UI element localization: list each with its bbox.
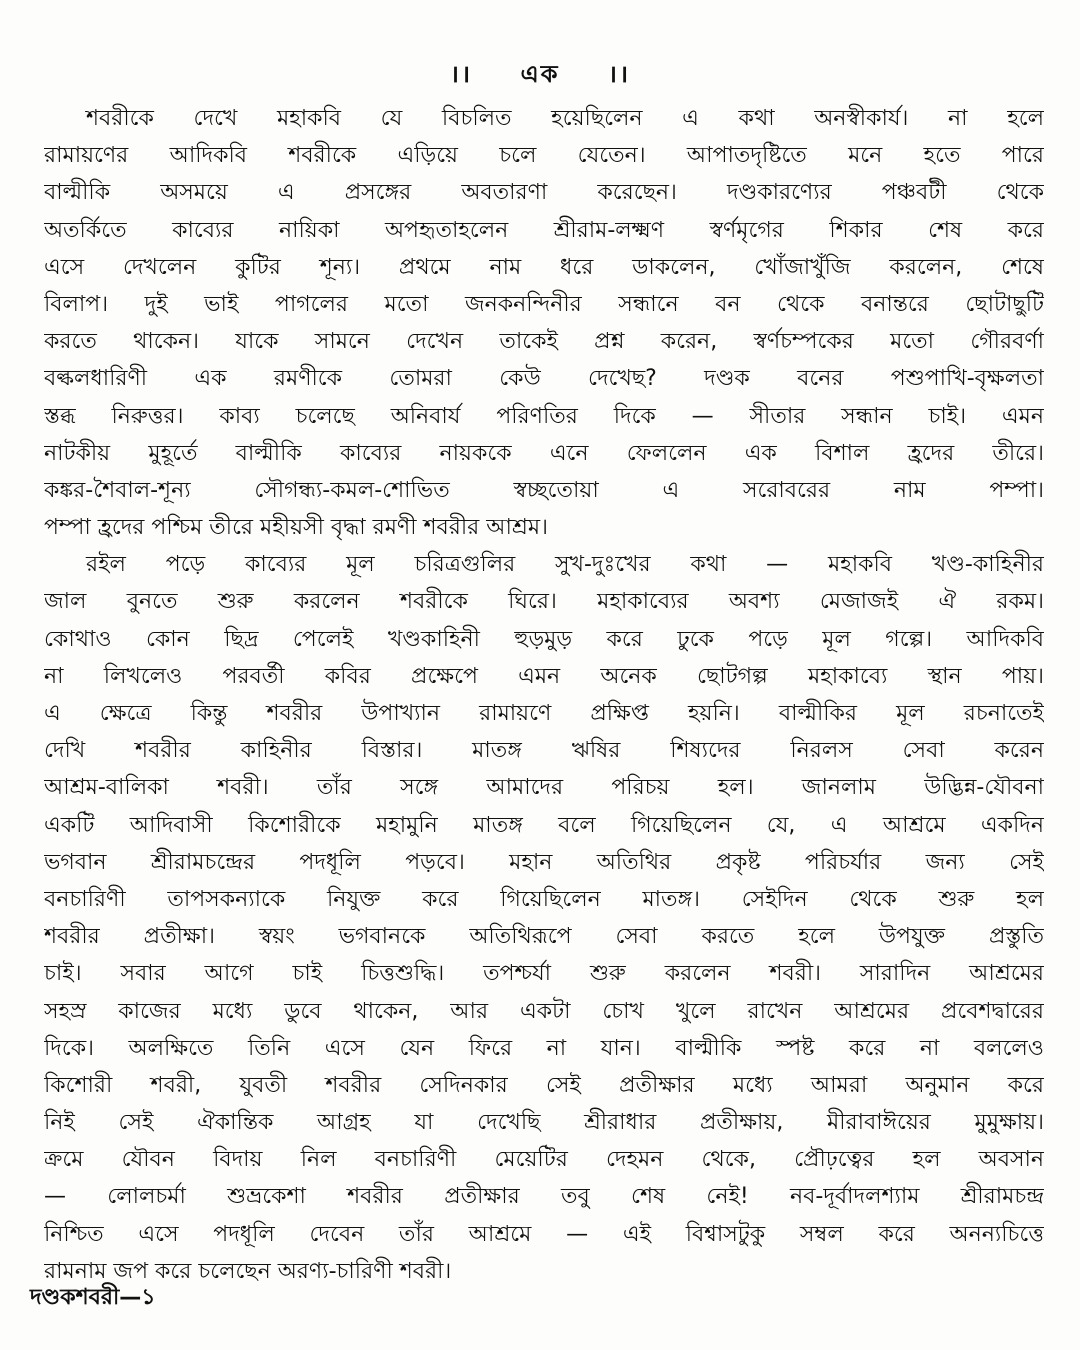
text-line: — লোলচর্মা শুভ্রকেশা শবরীর প্রতীক্ষার তবু শেষ নেই! নব-দূর্বাদলশ্যাম শ্রীরামচন্দ্র: [44, 1184, 1044, 1210]
text-line: চাই। সবার আগে চাই চিত্তশুদ্ধি। তপশ্চর্যা শুরু করলেন শবরী। সারাদিন আশ্রমের: [44, 961, 1044, 987]
chapter-heading-left-mark: ।।: [449, 60, 473, 88]
text-line: না লিখলেও পরবর্তী কবির প্রক্ষেপে এমন অনেক ছোটগল্প মহাকাব্যে স্থান পায়।: [44, 663, 1044, 689]
text-line: করতে থাকেন। যাকে সামনে দেখেন তাকেই প্রশ্ন করেন, স্বর্ণচম্পকের মতো গৌরবর্ণা: [44, 329, 1044, 355]
text-line: রামনাম জপ করে চলেছেন অরণ্য-চারিণী শবরী।: [44, 1258, 452, 1284]
text-line: ভগবান শ্রীরামচন্দ্রের পদধূলি পড়বে। মহান অতিথির প্রকৃষ্ট পরিচর্যার জন্য সেই: [44, 849, 1044, 875]
text-line: নিশ্চিত এসে পদধূলি দেবেন তাঁর আশ্রমে — এই বিশ্বাসটুকু সম্বল করে অনন্যচিত্তে: [44, 1221, 1044, 1247]
text-line: বল্কলধারিণী এক রমণীকে তোমরা কেউ দেখেছ? দণ্ডক বনের পশুপাখি-বৃক্ষলতা: [44, 366, 1044, 392]
text-line: সহস্র কাজের মধ্যে ডুবে থাকেন, আর একটা চোখ খুলে রাখেন আশ্রমের প্রবেশদ্বারের: [44, 998, 1044, 1024]
text-line: নিই সেই ঐকান্তিক আগ্রহ যা দেখেছি শ্রীরাধার প্রতীক্ষায়, মীরাবাঈয়ের মুমুক্ষায়।: [44, 1110, 1044, 1136]
text-line: বাল্মীকি অসময়ে এ প্রসঙ্গের অবতারণা করেছেন। দণ্ডকারণ্যের পঞ্চবটী থেকে: [44, 180, 1044, 206]
text-line: একটি আদিবাসী কিশোরীকে মহামুনি মাতঙ্গ বলে গিয়েছিলেন যে, এ আশ্রমে একদিন: [44, 812, 1044, 838]
text-line: অতর্কিতে কাব্যের নায়িকা অপহৃতাহলেন শ্রীরাম-লক্ষ্মণ স্বর্ণমৃগের শিকার শেষ করে: [44, 217, 1044, 243]
text-line: শবরীকে দেখে মহাকবি যে বিচলিত হয়েছিলেন এ কথা অনস্বীকার্য। না হলে: [86, 106, 1044, 131]
text-line: ক্রমে যৌবন বিদায় নিল বনচারিণী মেয়েটির দেহমন থেকে, প্রৌঢ়ত্বের হল অবসান: [44, 1147, 1044, 1173]
text-line: আশ্রম-বালিকা শবরী। তাঁর সঙ্গে আমাদের পরিচয় হল। জানলাম উদ্ভিন্ন-যৌবনা: [44, 775, 1044, 801]
text-line: কিশোরী শবরী, যুবতী শবরীর সেদিনকার সেই প্রতীক্ষার মধ্যে আমরা অনুমান করে: [44, 1072, 1044, 1098]
text-line: দেখি শবরীর কাহিনীর বিস্তার। মাতঙ্গ ঋষির শিষ্যদের নিরলস সেবা করেন: [44, 738, 1044, 764]
chapter-heading-right-mark: ।।: [607, 60, 631, 88]
text-line: এ ক্ষেত্রে কিন্তু শবরীর উপাখ্যান রামায়ণে প্রক্ষিপ্ত হয়নি। বাল্মীকির মূল রচনাতেই: [44, 701, 1044, 726]
text-line: কঙ্কর-শৈবাল-শূন্য সৌগন্ধ্য-কমল-শোভিত স্বচ্ছতোয়া এ সরোবরের নাম পম্পা।: [44, 477, 1044, 503]
text-line: দিকে। অলক্ষিতে তিনি এসে যেন ফিরে না যান। বাল্মীকি স্পষ্ট করে না বললেও: [44, 1035, 1044, 1061]
text-line: বিলাপ। দুই ভাই পাগলের মতো জনকনন্দিনীর সন্ধানে বন থেকে বনান্তরে ছোটাছুটি: [44, 291, 1044, 317]
text-line: বনচারিণী তাপসকন্যাকে নিযুক্ত করে গিয়েছিলেন মাতঙ্গ। সেইদিন থেকে শুরু হল: [44, 886, 1044, 912]
text-line: পম্পা হ্রদের পশ্চিম তীরে মহীয়সী বৃদ্ধা রমণী শবরীর আশ্রম।: [44, 515, 549, 541]
paragraph: [44, 100, 1044, 546]
text-line: রইল পড়ে কাব্যের মূল চরিত্রগুলির সুখ-দুঃখের কথা — মহাকবি খণ্ড-কাহিনীর: [86, 552, 1044, 578]
text-line: এসে দেখলেন কুটির শূন্য। প্রথমে নাম ধরে ডাকলেন, খোঁজাখুঁজি করলেন, শেষে: [44, 254, 1044, 280]
text-line: কোথাও কোন ছিদ্র পেলেই খণ্ডকাহিনী হুড়মুড় করে ঢুকে পড়ে মূল গল্পে। আদিকবি: [44, 626, 1044, 652]
chapter-heading: [0, 56, 1080, 96]
page-footer-signature: দণ্ডকশবরী—১: [30, 1285, 156, 1310]
text-line: রামায়ণের আদিকবি শবরীকে এড়িয়ে চলে যেতেন। আপাতদৃষ্টিতে মনে হতে পারে: [44, 143, 1044, 169]
text-line: জাল বুনতে শুরু করলেন শবরীকে ঘিরে। মহাকাব্যের অবশ্য মেজাজই ঐ রকম।: [44, 589, 1044, 615]
paragraph: [44, 546, 1044, 1290]
text-line: শবরীর প্রতীক্ষা। স্বয়ং ভগবানকে অতিথিরূপে সেবা করতে হলে উপযুক্ত প্রস্তুতি: [44, 924, 1044, 950]
text-line: নাটকীয় মুহূর্তে বাল্মীকি কাব্যের নায়ককে এনে ফেললেন এক বিশাল হ্রদের তীরে।: [44, 440, 1044, 466]
body-text: [44, 100, 1044, 1290]
text-line: স্তব্ধ নিরুত্তর। কাব্য চলেছে অনিবার্য পরিণতির দিকে — সীতার সন্ধান চাই। এমন: [44, 403, 1044, 429]
chapter-title: এক: [520, 60, 560, 88]
